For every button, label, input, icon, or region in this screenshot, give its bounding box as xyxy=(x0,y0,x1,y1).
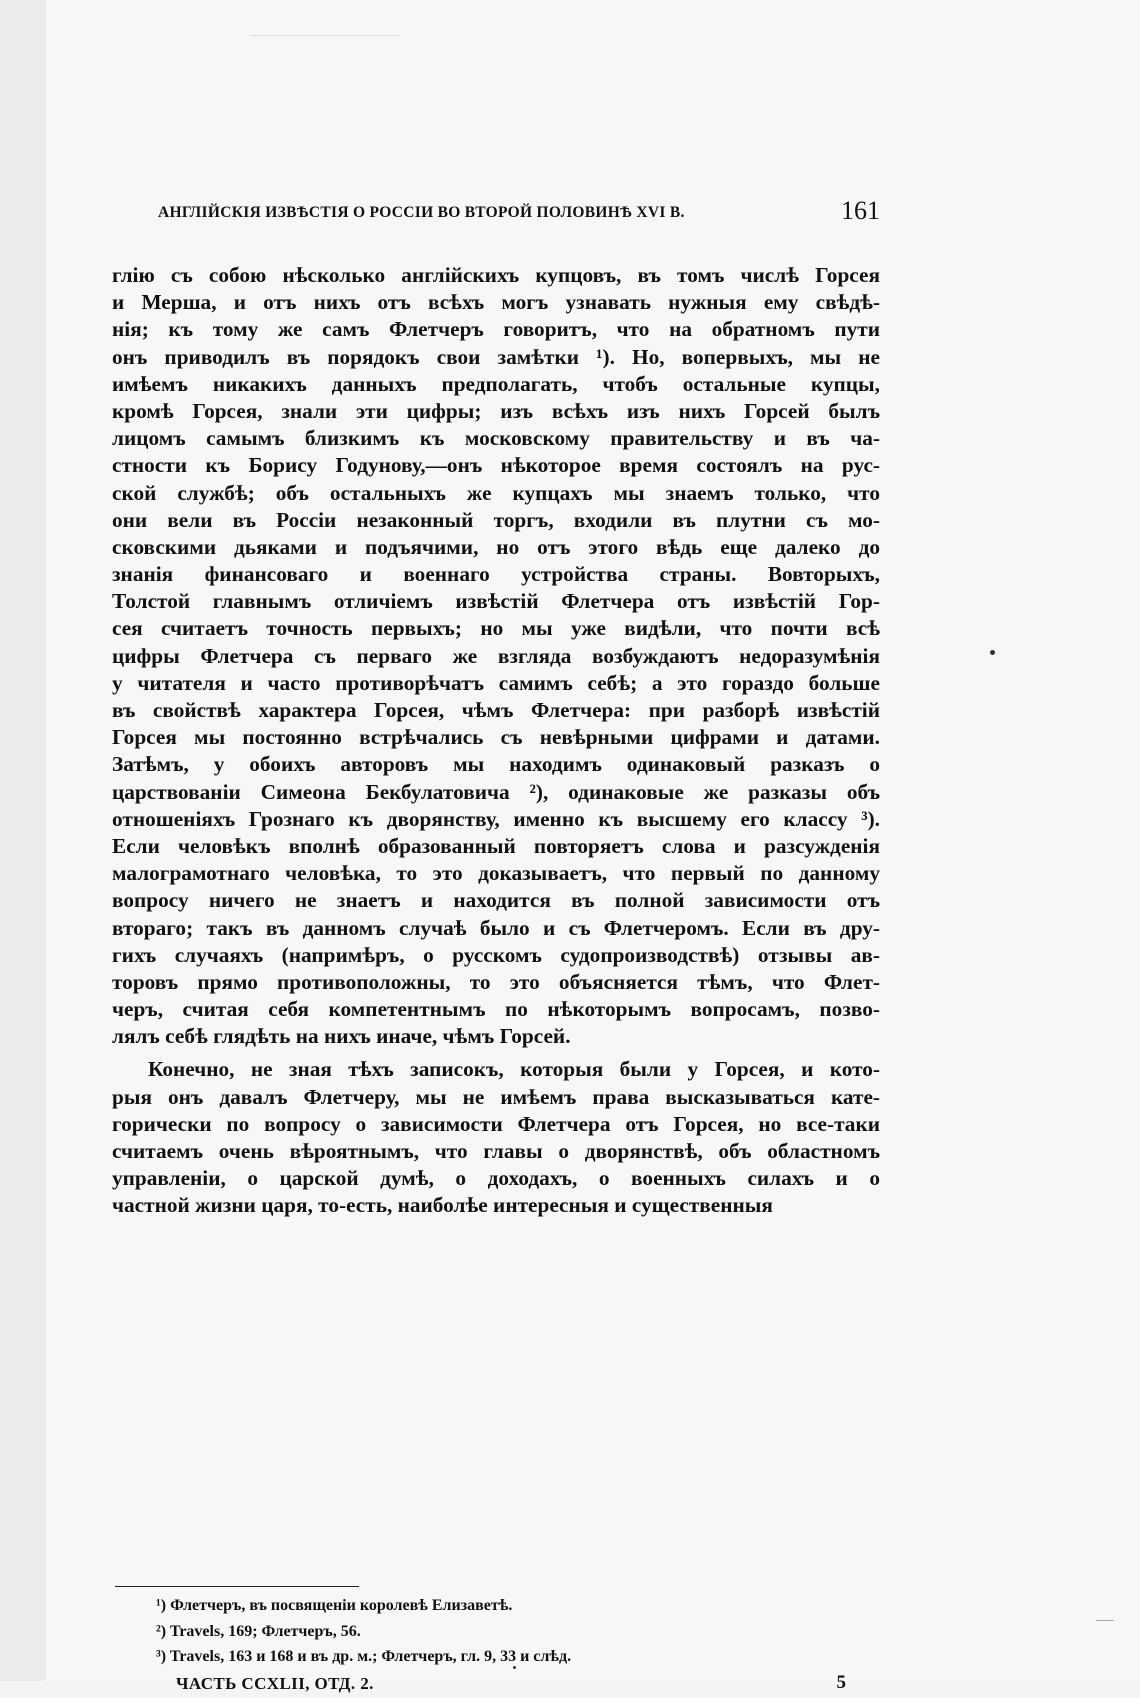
text-line: сея считаетъ точность первыхъ; но мы уже видѣли, что почти всѣ xyxy=(112,616,880,641)
footnotes xyxy=(156,1593,796,1670)
paragraph-1 xyxy=(112,262,880,1050)
page-number: 161 xyxy=(841,196,880,225)
text-line: Затѣмъ, у обоихъ авторовъ мы находимъ одинаковый разказъ о xyxy=(112,752,880,777)
text-line: Горсея мы постоянно встрѣчались съ невѣрными цифрами и датами. xyxy=(112,725,880,750)
text-line: сковскими дьяками и подъячими, но отъ этого вѣдь еще далеко до xyxy=(112,534,880,559)
text-line: глію съ собою нѣсколько англійскихъ купцовъ, въ томъ числѣ Горсея xyxy=(112,263,880,287)
text-line: имѣемъ никакихъ данныхъ предполагать, чтобъ остальные купцы, xyxy=(112,371,880,396)
text-line: торовъ прямо противоположны, то это объясняется тѣмъ, что Флет- xyxy=(112,969,880,994)
text-line: стности къ Борису Годунову,—онъ нѣкоторое время состоялъ на рус- xyxy=(112,453,880,478)
footnote-divider xyxy=(115,1586,359,1587)
text-line: кромѣ Горсея, знали эти цифры; изъ всѣхъ изъ нихъ Горсей былъ xyxy=(112,398,880,423)
text-line: ской службѣ; объ остальныхъ же купцахъ мы знаемъ только, что xyxy=(112,480,880,505)
scan-mark xyxy=(250,35,400,36)
text-line: знанія финансоваго и военнаго устройства страны. Вовторыхъ, xyxy=(112,562,880,587)
text-line: онъ приводилъ въ порядокъ свои замѣтки ¹). Но, вопервыхъ, мы не xyxy=(112,344,880,369)
printer-signature xyxy=(176,1674,846,1698)
text-line: рыя онъ давалъ Флетчеру, мы не имѣемъ права высказываться кате- xyxy=(112,1084,880,1109)
text-line: малограмотнаго человѣка, то это доказываетъ, что первый по данному xyxy=(112,861,880,886)
page-header xyxy=(158,196,880,234)
text-line: лицомъ самымъ близкимъ къ московскому правительству и въ ча- xyxy=(112,426,880,451)
text-line: вопросу ничего не знаетъ и находится въ полной зависимости отъ xyxy=(112,888,880,913)
paragraph-2 xyxy=(112,1056,880,1219)
text-line: въ свойствѣ характера Горсея, чѣмъ Флетчера: при разборѣ извѣстій xyxy=(112,698,880,722)
text-line: втораго; такъ въ данномъ случаѣ было и съ Флетчеромъ. Если въ дру- xyxy=(112,915,880,940)
text-line: считаемъ очень вѣроятнымъ, что главы о дворянствѣ, объ областномъ xyxy=(112,1139,880,1163)
text-line: отношеніяхъ Грознаго къ дворянству, именно къ высшему его классу ³). xyxy=(112,806,880,831)
text-line: управленіи, о царской думѣ, о доходахъ, о военныхъ силахъ и о xyxy=(112,1166,880,1191)
text-line: Конечно, не зная тѣхъ записокъ, которыя были у Горсея, и кото- xyxy=(148,1057,880,1082)
text-line: гихъ случаяхъ (напримѣръ, о русскомъ судопроизводствѣ) отзывы ав- xyxy=(112,942,880,967)
margin-speck xyxy=(513,1666,516,1669)
text-line: и Мерша, и отъ нихъ отъ всѣхъ могъ узнавать нужныя ему свѣдѣ- xyxy=(112,290,880,315)
text-line: нія; къ тому же самъ Флетчеръ говоритъ, что на обратномъ пути xyxy=(112,317,880,342)
margin-speck xyxy=(990,650,995,655)
text-line: частной жизни царя, то-есть, наиболѣе интересныя и существенныя xyxy=(112,1193,773,1218)
text-line: Толстой главнымъ отличіемъ извѣстій Флетчера отъ извѣстій Гор- xyxy=(112,589,880,614)
footnote-1: ¹) Флетчеръ, въ посвященіи королевѣ Елизаветѣ. xyxy=(156,1597,513,1614)
running-title: АНГЛІЙСКІЯ ИЗВѢСТІЯ О РОССІИ ВО ВТОРОЙ ПОЛОВИНѢ XVI В. xyxy=(158,204,685,221)
signature-number: 5 xyxy=(836,1672,846,1693)
text-line: царствованіи Симеона Бекбулатовича ²), одинаковые же разказы объ xyxy=(112,779,880,804)
text-line: у читателя и часто противорѣчатъ самимъ себѣ; а это гораздо больше xyxy=(112,670,880,695)
text-line: горически по вопросу о зависимости Флетчера отъ Горсея, но все-таки xyxy=(112,1111,880,1136)
scan-mark xyxy=(1096,1620,1114,1621)
text-line: они вели въ Россіи незаконный торгъ, входили въ плутни съ мо- xyxy=(112,507,880,532)
text-line: черъ, считая себя компетентнымъ по нѣкоторымъ вопросамъ, позво- xyxy=(112,997,880,1022)
footnote-2: ²) Travels, 169; Флетчеръ, 56. xyxy=(156,1622,361,1640)
footnote-3: ³) Travels, 163 и 168 и въ др. м.; Флетчеръ, гл. 9, 33 и слѣд. xyxy=(156,1648,572,1665)
main-text xyxy=(112,262,880,1220)
text-line: Если человѣкъ вполнѣ образованный повторяетъ слова и разсужденія xyxy=(112,833,880,858)
signature-text: ЧАСТЬ CCXLII, ОТД. 2. xyxy=(176,1674,374,1693)
text-line: лялъ себѣ глядѣть на нихъ иначе, чѣмъ Горсей. xyxy=(112,1024,571,1049)
text-line: цифры Флетчера съ перваго же взгляда возбуждаютъ недоразумѣнія xyxy=(112,643,880,668)
